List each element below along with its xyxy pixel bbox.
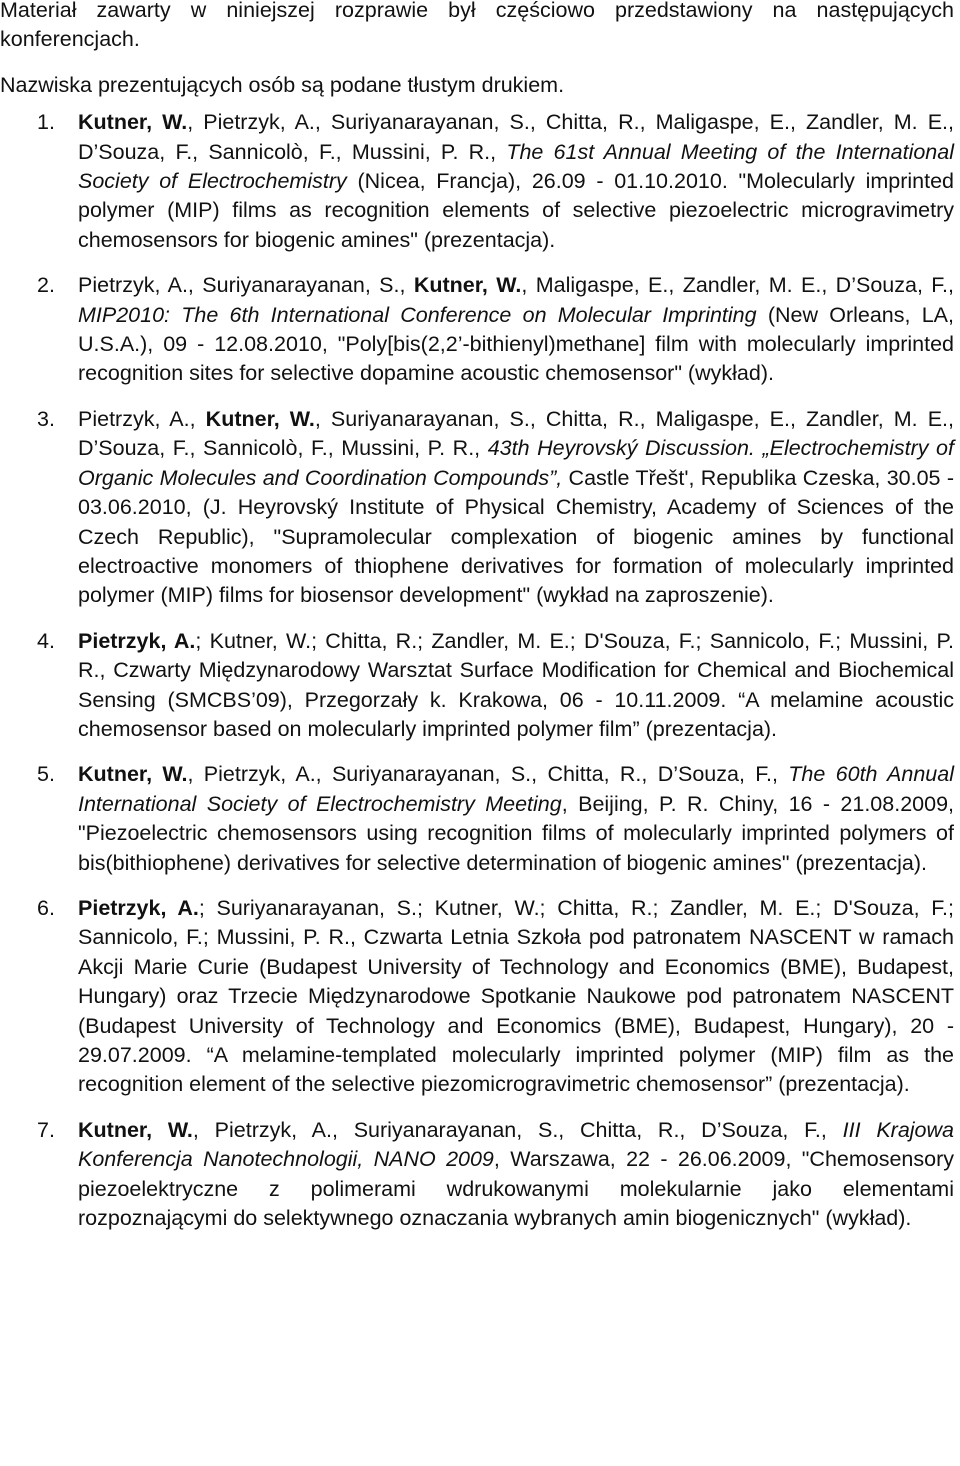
list-item — [0, 108, 960, 255]
item-number: 6. — [37, 895, 55, 920]
conference-name: The 61st Annual Meeting of the International Society of Electrochemistry — [78, 139, 954, 194]
presenter-name: Kutner, W. — [413, 273, 522, 298]
item-number: 3. — [37, 406, 55, 431]
list-item — [0, 271, 960, 389]
bold-note-paragraph: Nazwiska prezentujących osób są podane tłustym drukiem. — [0, 72, 565, 97]
authors-text: , Pietrzyk, A., Suriyanarayanan, S., Chitta, R., D’Souza, F., — [187, 762, 789, 787]
conference-name: MIP2010: The 6th International Conference on Molecular Imprinting — [78, 302, 757, 327]
list-item — [0, 760, 960, 878]
conference-name: 43th Heyrovský Discussion. „Electrochemistry of Organic Molecules and Coordination Compounds”, — [78, 436, 954, 490]
list-item — [0, 894, 960, 1100]
conference-list — [0, 108, 960, 1233]
details-text: ; Kutner, W.; Chitta, R.; Zandler, M. E.; D'Souza, F.; Sannicolo, F.; Mussini, P. R., Czwarty Międzynarodowy Warsztat Surface Modification for Chemical and Biochemical Sensing (SMCBS’09), Przegorzały k. Krakowa, 06 - 10.11.2009. “A melamine acoustic chemosensor based on molecularly imprinted polymer film” (prezentacja). — [78, 628, 954, 741]
list-item — [0, 405, 960, 611]
item-number: 2. — [37, 273, 55, 298]
item-number: 4. — [37, 628, 55, 653]
details-text: (Nicea, Francja), 26.09 - 01.10.2010. "Molecularly imprinted polymer (MIP) films as recognition elements of selective piezoelectric microgravimetry chemosensors for biogenic amines" (prezentacja). — [78, 169, 954, 252]
list-item — [0, 1116, 960, 1234]
authors-text: Pietrzyk, A., Suriyanarayanan, S., — [78, 273, 414, 298]
list-item — [0, 627, 960, 745]
conference-name: III Krajowa Konferencja Nanotechnologii, NANO 2009 — [78, 1117, 954, 1172]
intro-paragraph: Materiał zawarty w niniejszej rozprawie był częściowo przedstawiony na następujących konferencjach. — [0, 0, 954, 52]
conference-name: The 60th Annual International Society of Electrochemistry Meeting — [78, 762, 954, 816]
authors-text: , Pietrzyk, A., Suriyanarayanan, S., Chitta, R., Maligaspe, E., Zandler, M. E., D’Souza, F., Sannicolò, F., Mussini, P. R., — [78, 110, 954, 164]
presenter-name: Kutner, W. — [78, 110, 188, 135]
details-text: , Beijing, P. R. Chiny, 16 - 21.08.2009, "Piezoelectric chemosensors using recognition films of molecularly imprinted polymers of bis(bithiophene) derivatives for selective determination of biogenic amines" (prezentacja). — [78, 791, 955, 875]
presenter-name: Pietrzyk, A. — [78, 895, 199, 920]
presenter-name: Kutner, W. — [78, 762, 188, 787]
authors-text: Pietrzyk, A., — [78, 406, 206, 431]
presenter-name: Pietrzyk, A. — [78, 628, 196, 653]
details-text: Castle Třešt', Republika Czeska, 30.05 - 03.06.2010, (J. Heyrovský Institute of Physical Chemistry, Academy of Sciences of the Czech Republic), "Supramolecular complexation of biogenic amines by functional electroactive monomers of thiophene derivatives for formation of molecularly imprinted polymer (MIP) films for biosensor development" (wykład na zaproszenie). — [78, 465, 954, 608]
authors-text: , Pietrzyk, A., Suriyanarayanan, S., Chitta, R., D’Souza, F., — [192, 1117, 843, 1142]
presenter-name: Kutner, W. — [205, 406, 315, 431]
authors-text: , Suriyanarayanan, S., Chitta, R., Maligaspe, E., Zandler, M. E., D’Souza, F., Sannicolò, F., Mussini, P. R., — [78, 406, 954, 461]
presenter-name: Kutner, W. — [78, 1117, 193, 1142]
details-text: ; Suriyanarayanan, S.; Kutner, W.; Chitta, R.; Zandler, M. E.; D'Souza, F.; Sannicolo, F.; Mussini, P. R., Czwarta Letnia Szkoła pod patronatem NASCENT w ramach Akcji Marie Curie (Budapest University of Technology and Economics (BME), Budapest, Hungary) oraz Trzecie Międzynarodowe Spotkanie Naukowe pod patronatem NASCENT (Budapest University of Technology and Economics (BME), Budapest, Hungary), 20 - 29.07.2009. “A melamine-templated molecularly imprinted polymer (MIP) film as the recognition element of the selective piezomicrogravimetric chemosensor” (prezentacja). — [78, 895, 954, 1097]
authors-text: , Maligaspe, E., Zandler, M. E., D’Souza, F., — [521, 273, 954, 298]
item-number: 1. — [37, 110, 55, 135]
details-text: (New Orleans, LA, U.S.A.), 09 - 12.08.2010, "Poly[bis(2,2’-bithienyl)methane] film with molecularly imprinted recognition sites for selective dopamine acoustic chemosensor" (wykład). — [78, 302, 954, 386]
item-number: 7. — [37, 1117, 55, 1142]
details-text: , Warszawa, 22 - 26.06.2009, "Chemosensory piezoelektryczne z polimerami wdrukowanymi molekularnie jako elementami rozpoznającymi do selektywnego oznaczania wybranych amin biogenicznych" (wykład). — [78, 1147, 955, 1231]
item-number: 5. — [37, 762, 55, 787]
